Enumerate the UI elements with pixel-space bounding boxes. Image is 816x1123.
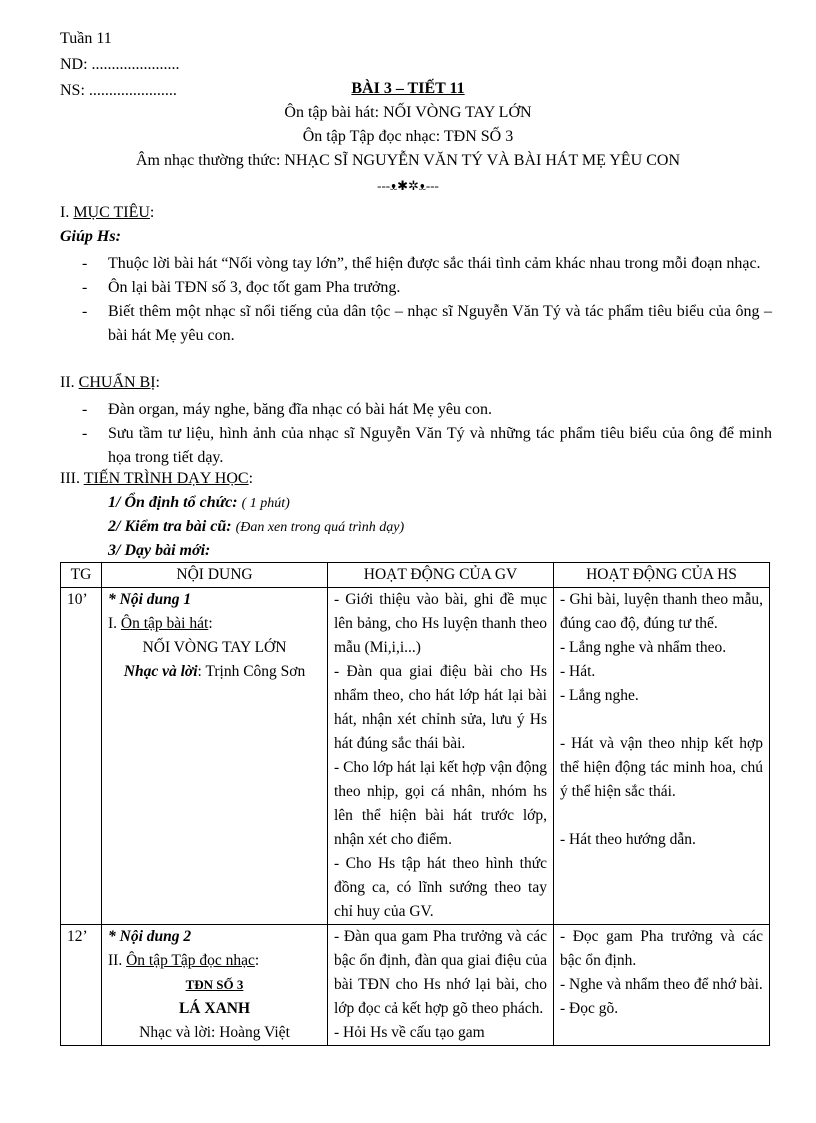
preparation-item: - Sưu tầm tư liệu, hình ảnh của nhạc sĩ Nguyễn Văn Tý và những tác phẩm tiêu biểu của ông để minh họa trong tiết dạy. bbox=[82, 422, 772, 470]
hs-activity: - Lắng nghe và nhẩm theo. bbox=[560, 639, 727, 656]
content-song: LÁ XANH bbox=[178, 1000, 251, 1017]
preparation-list bbox=[82, 398, 772, 470]
header-student-activity: HOẠT ĐỘNG CỦA HS bbox=[554, 563, 770, 588]
objective-item: - Biết thêm một nhạc sĩ nổi tiếng của dân tộc – nhạc sĩ Nguyễn Văn Tý và tác phẩm tiêu biểu của ông – bài hát Mẹ yêu con. bbox=[82, 300, 772, 348]
content-label: * Nội dung 2 bbox=[108, 928, 192, 945]
row-teacher-activity bbox=[328, 588, 554, 925]
content-section: I. Ôn tập bài hát: bbox=[108, 615, 213, 632]
gv-activity: - Cho lớp hát lại kết hợp vận động theo nhịp, gọi cá nhân, nhóm hs lên thể hiện bài hát trước lớp, nhận xét cho điểm. bbox=[334, 759, 547, 848]
table-row bbox=[61, 588, 770, 925]
title-line-music-theory: Âm nhạc thường thức: NHẠC SĨ NGUYỄN VĂN TÝ VÀ BÀI HÁT MẸ YÊU CON bbox=[135, 152, 680, 169]
objectives-list bbox=[82, 252, 772, 348]
row-content bbox=[102, 588, 328, 925]
header-teacher-activity: HOẠT ĐỘNG CỦA GV bbox=[328, 563, 554, 588]
row-student-activity bbox=[554, 925, 770, 1046]
objectives-subheading: Giúp Hs: bbox=[60, 228, 121, 245]
process-heading: III. TIẾN TRÌNH DẠY HỌC: bbox=[60, 470, 254, 487]
header-content: NỘI DUNG bbox=[102, 563, 328, 588]
gv-activity: - Hỏi Hs về cấu tạo gam bbox=[334, 1024, 485, 1041]
content-section: II. Ôn tập Tập đọc nhạc: bbox=[108, 952, 260, 969]
nd-label: ND: ...................... bbox=[60, 56, 180, 73]
gv-activity: - Đàn qua gam Pha trưởng và các bậc ổn định, đàn qua giai điệu của bài TĐN cho Hs nhớ lại bài, cho lớp đọc cả kết hợp gõ theo phách. bbox=[334, 928, 547, 1017]
table-row bbox=[61, 925, 770, 1046]
week-label: Tuần 11 bbox=[60, 30, 112, 47]
hs-activity: - Ghi bài, luyện thanh theo mẫu, đúng cao độ, đúng tư thế. bbox=[560, 591, 763, 632]
content-author: Nhạc và lời: Hoàng Việt bbox=[139, 1024, 290, 1041]
header-tg: TG bbox=[61, 563, 102, 588]
gv-activity: - Giới thiệu vào bài, ghi đề mục lên bảng, cho Hs luyện thanh theo mẫu (Mi,i,i...) bbox=[334, 591, 547, 656]
title-line-tdn: Ôn tập Tập đọc nhạc: TĐN SỐ 3 bbox=[302, 128, 514, 145]
preparation-item: - Đàn organ, máy nghe, băng đĩa nhạc có bài hát Mẹ yêu con. bbox=[82, 398, 772, 422]
process-step-1: 1/ Ổn định tổ chức: ( 1 phút) bbox=[108, 494, 290, 511]
hs-activity: - Đọc gam Pha trưởng và các bậc ổn định. bbox=[560, 928, 763, 969]
row-student-activity bbox=[554, 588, 770, 925]
gv-activity: - Đàn qua giai điệu bài cho Hs nhẩm theo, cho hát lớp hát lại bài hát, nhận xét chỉnh sửa, lưu ý Hs hát đúng sắc thái bài. bbox=[334, 663, 547, 752]
row-time: 10’ bbox=[61, 588, 102, 925]
gv-activity: - Cho Hs tập hát theo hình thức đồng ca, có lĩnh sướng theo tay chỉ huy của GV. bbox=[334, 855, 547, 920]
content-song: NỐI VÒNG TAY LỚN bbox=[142, 639, 287, 656]
row-content bbox=[102, 925, 328, 1046]
ornament-divider: ---ᴥ✱✲ᴥ--- bbox=[377, 178, 439, 193]
hs-activity: - Hát theo hướng dẫn. bbox=[560, 831, 696, 848]
content-label: * Nội dung 1 bbox=[108, 591, 192, 608]
ns-label: NS: ...................... bbox=[60, 82, 177, 99]
row-time: 12’ bbox=[61, 925, 102, 1046]
hs-activity: - Nghe và nhẩm theo để nhớ bài. bbox=[560, 976, 763, 993]
hs-activity: - Hát và vận theo nhịp kết hợp thể hiện động tác minh hoa, chú ý thể hiện sắc thái. bbox=[560, 735, 763, 800]
lesson-title: BÀI 3 – TIẾT 11 bbox=[351, 80, 465, 97]
process-step-2: 2/ Kiểm tra bài cũ: (Đan xen trong quá trình dạy) bbox=[108, 518, 405, 535]
hs-activity: - Lắng nghe. bbox=[560, 687, 639, 704]
row-teacher-activity bbox=[328, 925, 554, 1046]
lesson-table bbox=[60, 562, 770, 1046]
objective-item: - Ôn lại bài TĐN số 3, đọc tốt gam Pha trưởng. bbox=[82, 276, 772, 300]
table-header-row bbox=[61, 563, 770, 588]
hs-activity: - Đọc gõ. bbox=[560, 1000, 619, 1017]
title-line-song: Ôn tập bài hát: NỐI VÒNG TAY LỚN bbox=[284, 104, 532, 121]
objective-item: - Thuộc lời bài hát “Nối vòng tay lớn”, thể hiện được sắc thái tình cảm khác nhau trong mỗi đoạn nhạc. bbox=[82, 252, 772, 276]
preparation-heading: II. CHUẨN BỊ: bbox=[60, 374, 160, 391]
content-author: Nhạc và lời: Trịnh Công Sơn bbox=[123, 663, 306, 680]
hs-activity: - Hát. bbox=[560, 663, 596, 680]
objectives-heading: I. MỤC TIÊU: bbox=[60, 204, 155, 221]
process-step-3: 3/ Dạy bài mới: bbox=[108, 542, 211, 559]
content-tdn: TĐN SỐ 3 bbox=[185, 977, 244, 992]
